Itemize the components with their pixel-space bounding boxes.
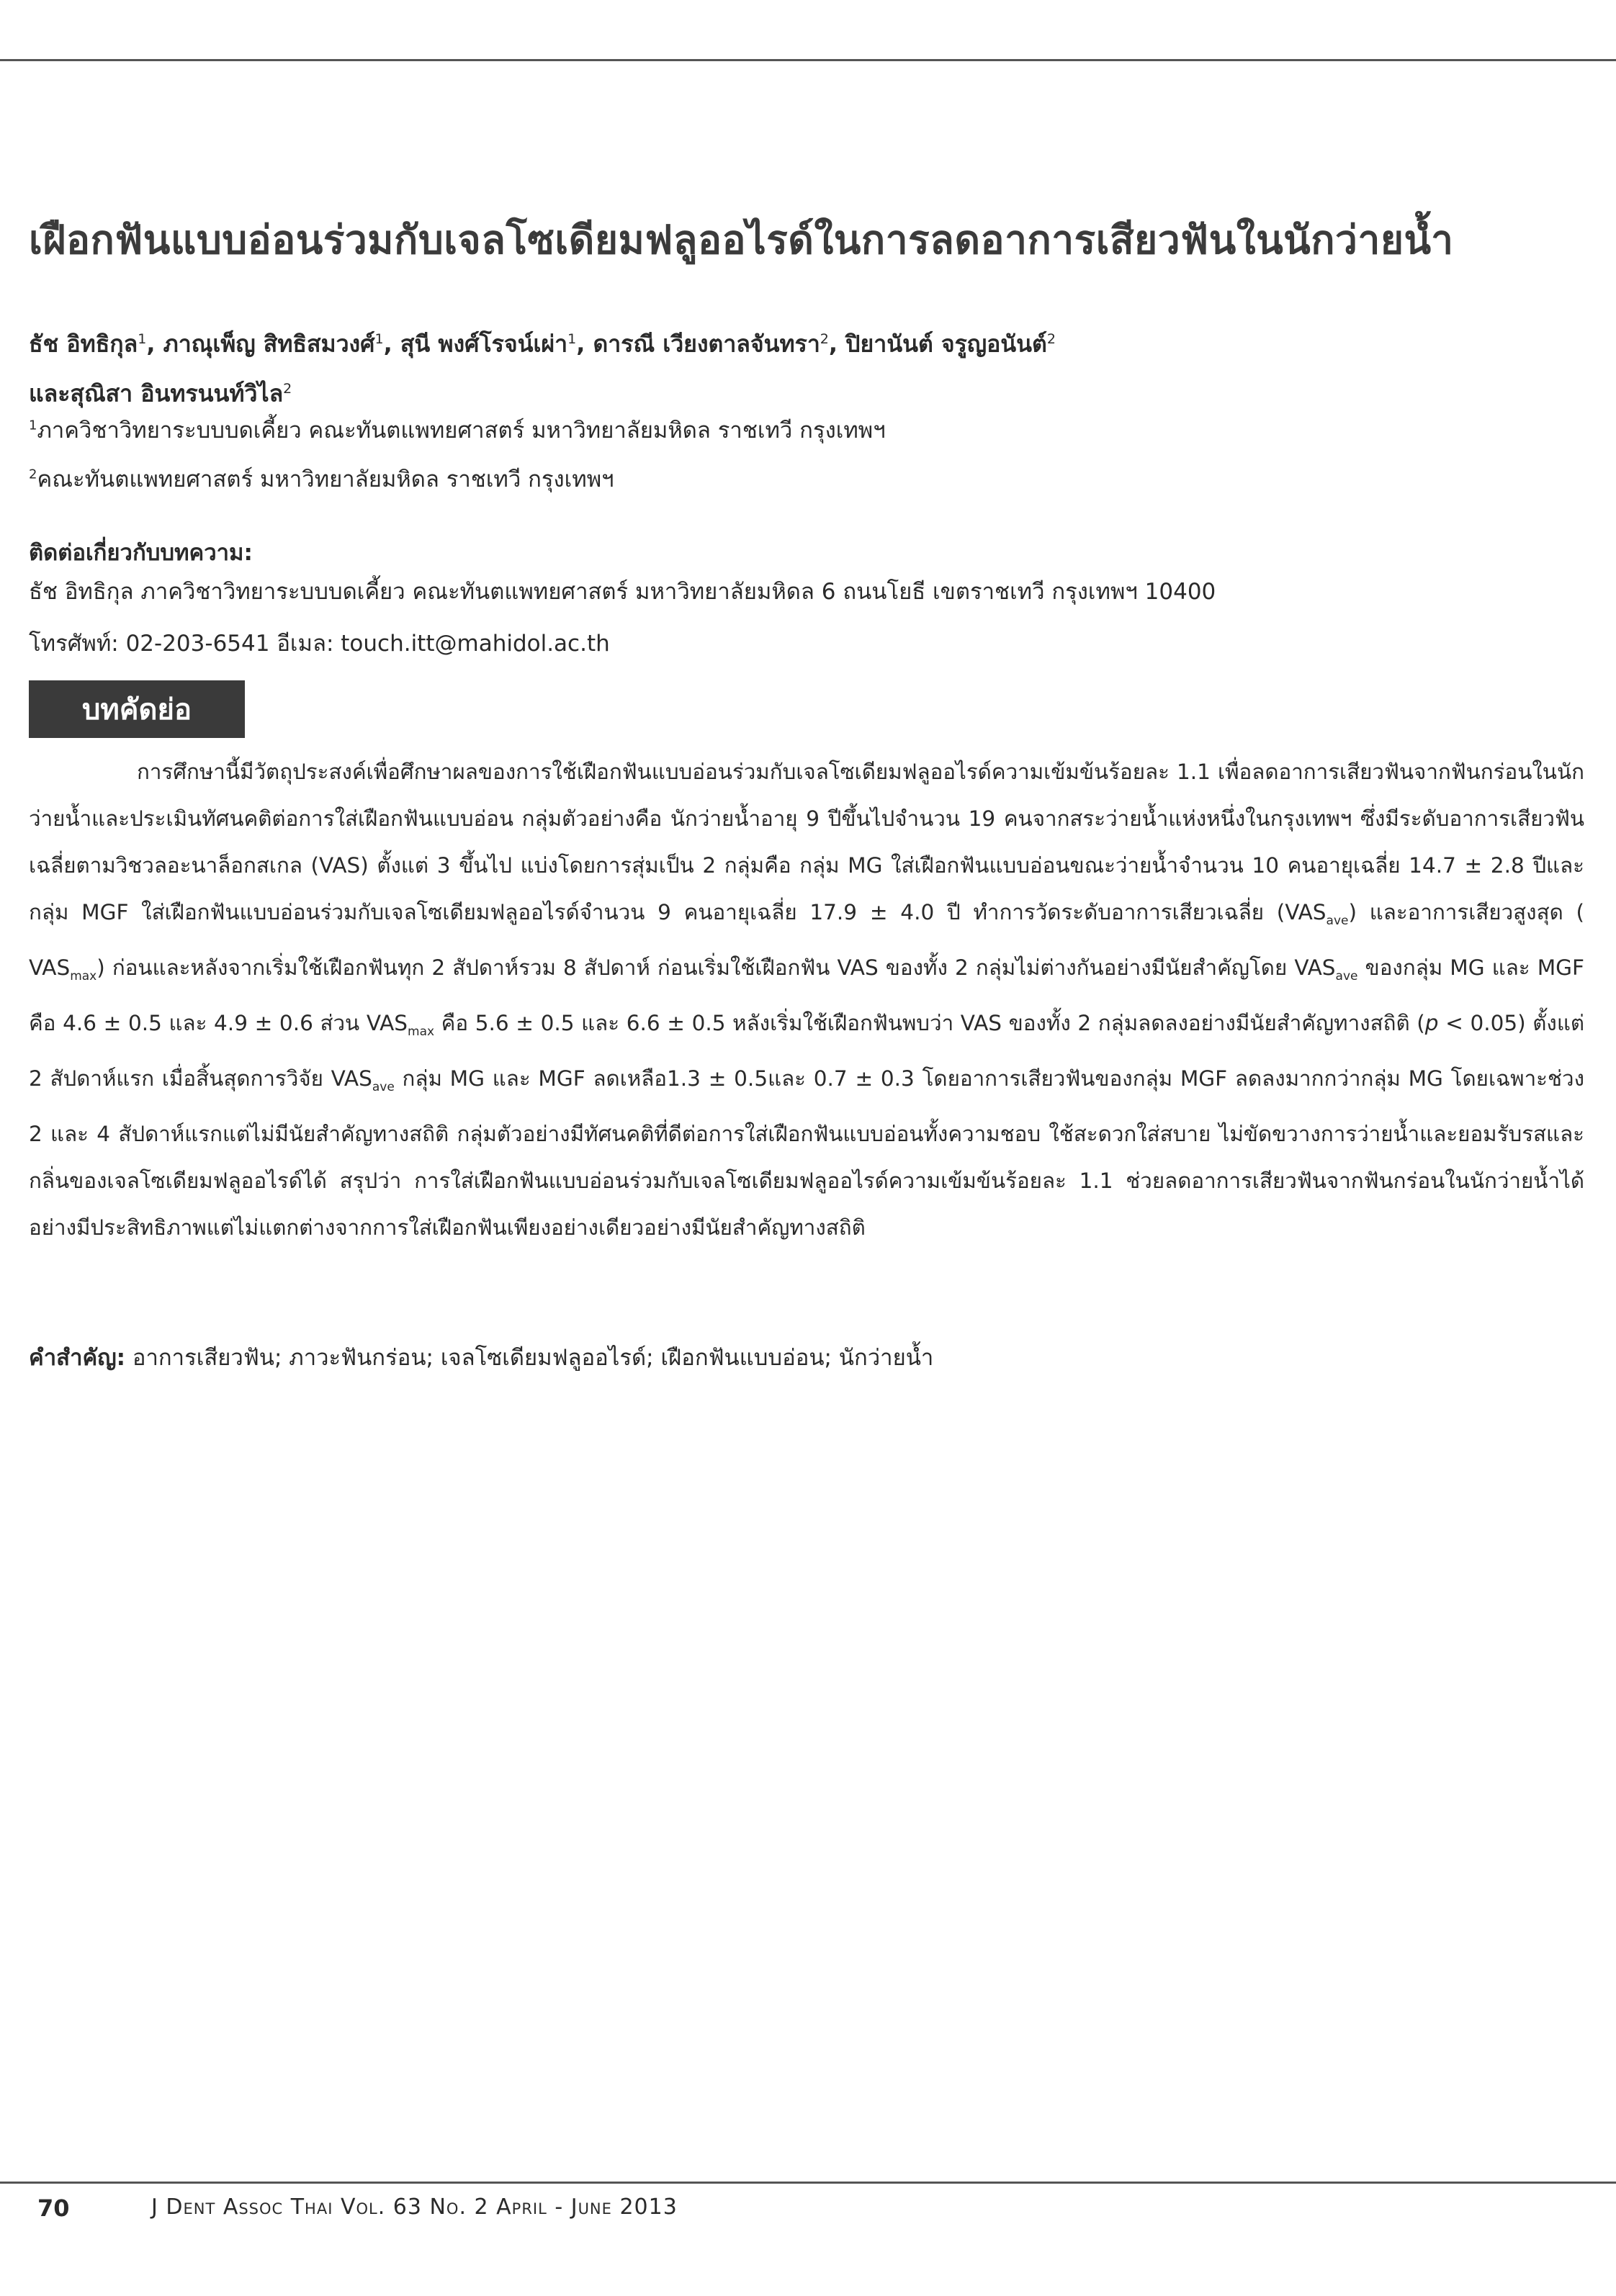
- author-name: ปิยานันต์ จรูญอนันต์: [845, 330, 1047, 358]
- affiliation-text: ภาควิชาวิทยาระบบบดเคี้ยว คณะทันตแพทยศาสตร์ มหาวิทยาลัยมหิดล ราชเทวี กรุงเทพฯ: [37, 418, 886, 444]
- author-affil-mark: 2: [1046, 331, 1056, 347]
- vas-subscript: max: [70, 968, 97, 983]
- contact-address: ธัช อิทธิกุล ภาควิชาวิทยาระบบบดเคี้ยว คณะทันตแพทยศาสตร์ มหาวิทยาลัยมหิดล 6 ถนนโยธี เขตราชเทวี กรุงเทพฯ 10400: [29, 579, 1216, 605]
- contact-heading: ติดต่อเกี่ยวกับบทความ:: [29, 540, 253, 566]
- abstract-segment: คือ 5.6 ± 0.5 และ 6.6 ± 0.5 หลังเริ่มใช้เฝือกฟันพบว่า VAS ของทั้ง 2 กลุ่มลดลงอย่างมีนัยสำคัญทางสถิติ (: [434, 1010, 1425, 1035]
- author-affil-mark: 1: [567, 331, 577, 347]
- author-name: ธัช อิทธิกุล: [29, 330, 138, 358]
- article-title: เฝือกฟันแบบอ่อนร่วมกับเจลโซเดียมฟลูออไรด์ในการลดอาการเสียวฟันในนักว่ายน้ำ: [29, 217, 1454, 263]
- vas-subscript: ave: [1326, 913, 1349, 928]
- contact-phone-email: โทรศัพท์: 02-203-6541 อีเมล: touch.itt@mahidol.ac.th: [29, 631, 610, 657]
- author-list: [29, 317, 1541, 415]
- abstract-segment: ) และอาการเสียวสูงสุด ( VAS: [29, 900, 1584, 980]
- p-value-symbol: p: [1424, 1010, 1439, 1035]
- vas-subscript: ave: [372, 1079, 395, 1094]
- author-name: สุนี พงศ์โรจน์เผ่า: [400, 330, 568, 358]
- vas-subscript: max: [408, 1024, 435, 1039]
- top-rule: [0, 59, 1616, 61]
- page-number: 70: [37, 2194, 70, 2222]
- keywords-text: อาการเสียวฟัน; ภาวะฟันกร่อน; เจลโซเดียมฟลูออไรด์; เฝือกฟันแบบอ่อน; นักว่ายน้ำ: [125, 1345, 934, 1371]
- abstract-segment: ของกลุ่ม MG และ MGF คือ 4.6 ± 0.5 และ 4.9 ± 0.6 ส่วน VAS: [29, 955, 1584, 1035]
- author-affil-mark: 1: [374, 331, 384, 347]
- abstract-heading: บทคัดย่อ: [29, 680, 245, 738]
- author-separator: ,: [146, 330, 163, 358]
- bottom-rule: [0, 2182, 1616, 2184]
- author-separator: ,: [383, 330, 400, 358]
- author-affil-mark: 1: [138, 331, 147, 347]
- author-line-2: [29, 366, 1541, 416]
- author-separator: ,: [828, 330, 846, 358]
- abstract-segment: กลุ่ม MG และ MGF ลดเหลือ1.3 ± 0.5และ 0.7 ± 0.3 โดยอาการเสียวฟันของกลุ่ม MGF ลดลงมากกว่ากลุ่ม MG โดยเฉพาะช่วง 2 และ 4 สัปดาห์แรกแต่ไม่มีนัยสำคัญทางสถิติ กลุ่มตัวอย่างมีทัศนคติที่ดีต่อการใส่เฝือกฟันแบบอ่อนทั้งความชอบ ใช้สะดวกใส่สบาย ไม่ขัดขวางการว่ายน้ำและยอมรับรสและกลิ่นของเจลโซเดียมฟลูออไรด์ได้ สรุปว่า การใส่เฝือกฟันแบบอ่อนร่วมกับเจลโซเดียมฟลูออไรด์ความเข้มข้นร้อยละ 1.1 ช่วยลดอาการเสียวฟันจากฟันกร่อนในนักว่ายน้ำได้อย่างมีประสิทธิภาพแต่ไม่แตกต่างจากการใส่เฝือกฟันเพียงอย่างเดียวอย่างมีนัยสำคัญทางสถิติ: [29, 1066, 1584, 1240]
- keywords-label: คำสำคัญ:: [29, 1345, 126, 1371]
- abstract-segment: ) ก่อนและหลังจากเริ่มใช้เฝือกฟันทุก 2 สัปดาห์รวม 8 สัปดาห์ ก่อนเริ่มใช้เฝือกฟัน VAS ของทั้ง 2 กลุ่มไม่ต่างกันอย่างมีนัยสำคัญโดย VAS: [96, 955, 1336, 980]
- author-affil-mark: 2: [820, 331, 829, 347]
- affiliation-mark: 2: [29, 467, 37, 482]
- keywords: [29, 1339, 933, 1375]
- author-line-1: [29, 317, 1541, 366]
- affiliation-2: [29, 461, 1541, 497]
- author-name: ดารณี เวียงตาลจันทรา: [593, 330, 820, 358]
- affiliation-1: [29, 412, 1541, 448]
- abstract-text: [29, 749, 1584, 1251]
- affiliation-mark: 1: [29, 418, 37, 433]
- abstract-segment: < 0.05) ตั้งแต่ 2 สัปดาห์แรก เมื่อสิ้นสุดการวิจัย VAS: [29, 1010, 1584, 1091]
- author-affil-mark: 2: [283, 380, 292, 397]
- journal-reference: J Dent Assoc Thai Vol. 63 No. 2 April - June 2013: [151, 2194, 678, 2220]
- abstract-segment: การศึกษานี้มีวัตถุประสงค์เพื่อศึกษาผลของการใช้เฝือกฟันแบบอ่อนร่วมกับเจลโซเดียมฟลูออไรด์ความเข้มข้นร้อยละ 1.1 เพื่อลดอาการเสียวฟันจากฟันกร่อนในนักว่ายน้ำและประเมินทัศนคติต่อการใส่เฝือกฟันแบบอ่อน กลุ่มตัวอย่างคือ นักว่ายน้ำอายุ 9 ปีขึ้นไปจำนวน 19 คนจากสระว่ายน้ำแห่งหนึ่งในกรุงเทพฯ ซึ่งมีระดับอาการเสียวฟันเฉลี่ยตามวิชวลอะนาล็อกสเกล (VAS) ตั้งแต่ 3 ขึ้นไป แบ่งโดยการสุ่มเป็น 2 กลุ่มคือ กลุ่ม MG ใส่เฝือกฟันแบบอ่อนขณะว่ายน้ำจำนวน 10 คนอายุเฉลี่ย 14.7 ± 2.8 ปีและกลุ่ม MGF ใส่เฝือกฟันแบบอ่อนร่วมกับเจลโซเดียมฟลูออไรด์จำนวน 9 คนอายุเฉลี่ย 17.9 ± 4.0 ปี ทำการวัดระดับอาการเสียวเฉลี่ย (VAS: [29, 760, 1584, 924]
- author-separator: ,: [576, 330, 593, 358]
- author-name: ภาณุเพ็ญ สิทธิสมวงศ์: [163, 330, 375, 358]
- affiliation-text: คณะทันตแพทยศาสตร์ มหาวิทยาลัยมหิดล ราชเทวี กรุงเทพฯ: [37, 467, 614, 492]
- author-name: และสุณิสา อินทรนนท์วิไล: [29, 379, 284, 408]
- vas-subscript: ave: [1335, 968, 1358, 983]
